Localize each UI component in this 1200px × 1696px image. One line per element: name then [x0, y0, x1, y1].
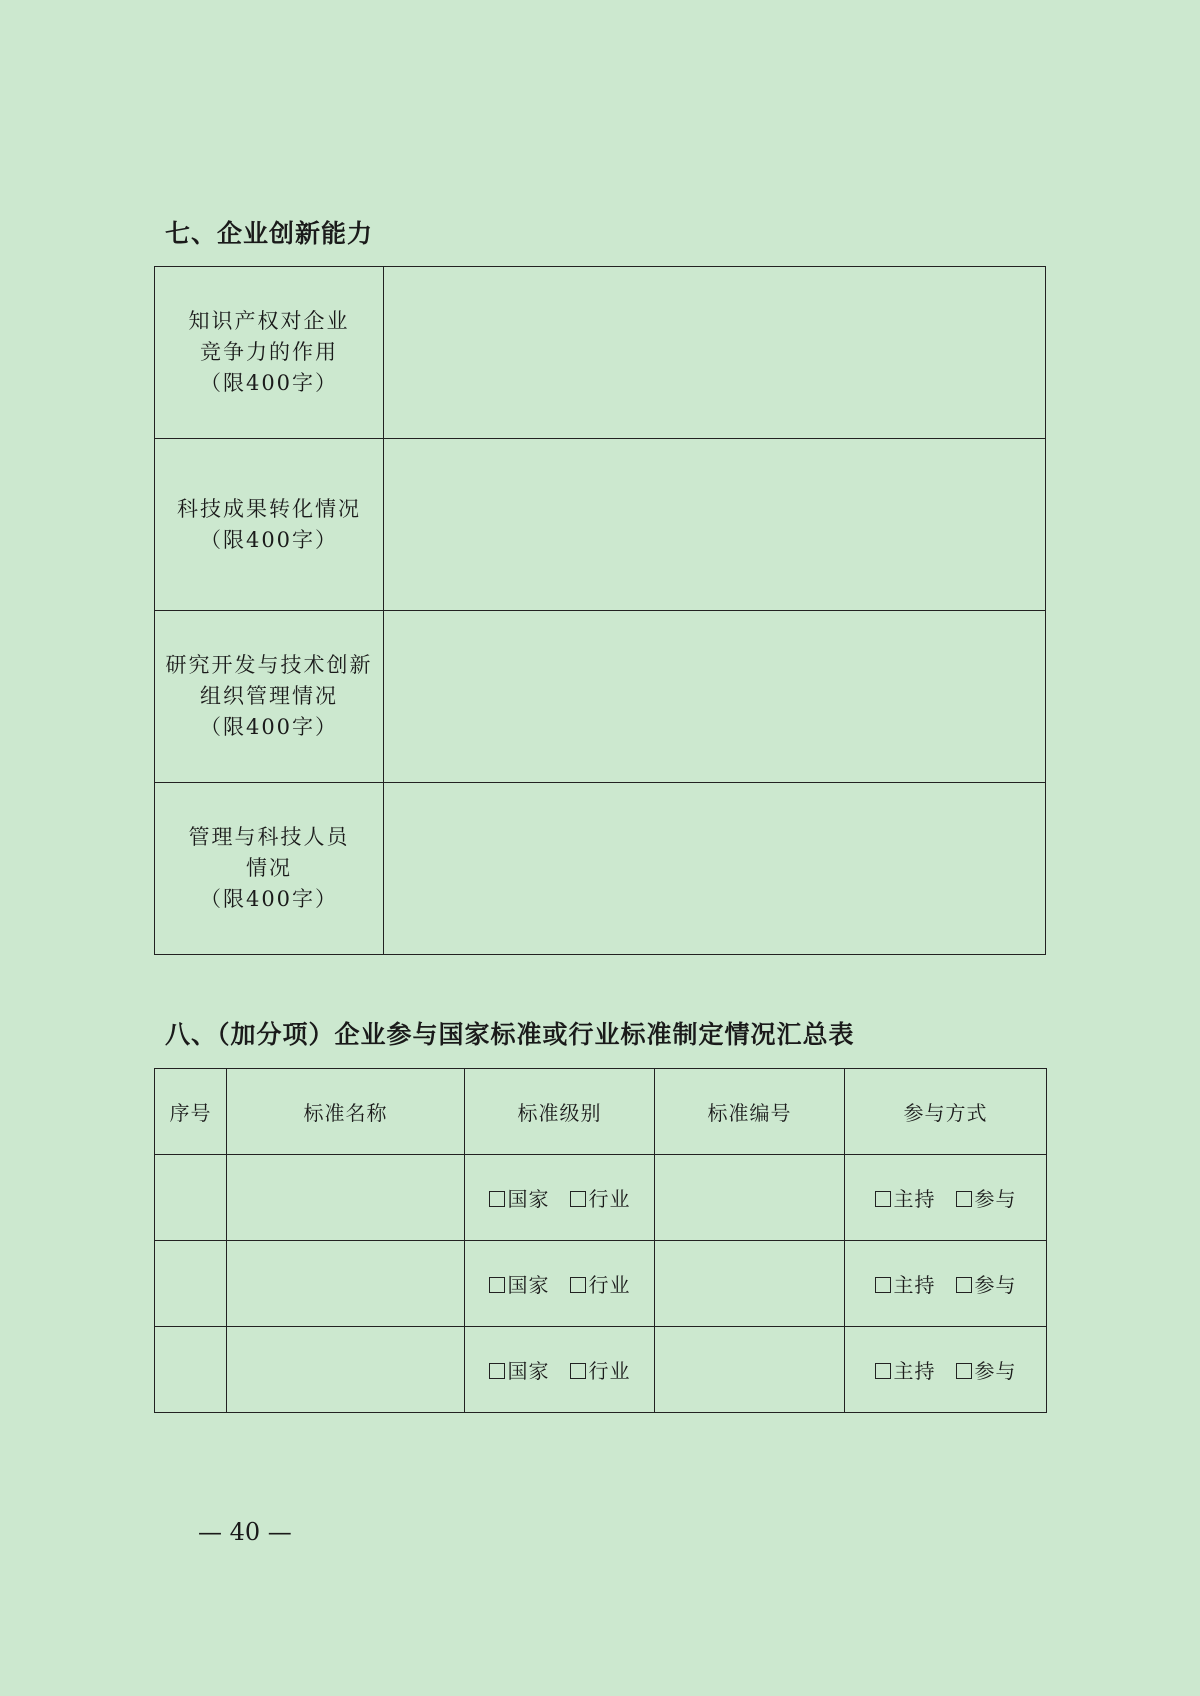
level-cell [465, 1241, 655, 1327]
checkbox-lead[interactable] [875, 1355, 936, 1384]
checkbox-icon [875, 1277, 891, 1293]
name-cell[interactable] [227, 1241, 465, 1327]
row-label-staff [155, 783, 384, 955]
header-mode: 参与方式 [845, 1069, 1047, 1155]
content-cell-ip[interactable] [384, 267, 1046, 439]
checkbox-lead[interactable] [875, 1183, 936, 1212]
checkbox-label: 主持 [893, 1187, 936, 1211]
checkbox-label: 主持 [893, 1359, 936, 1383]
header-name: 标准名称 [227, 1069, 465, 1155]
label-line: 管理与科技人员 [188, 825, 350, 849]
checkbox-lead[interactable] [875, 1269, 936, 1298]
level-cell [465, 1155, 655, 1241]
seq-cell[interactable] [155, 1241, 227, 1327]
checkbox-label: 国家 [507, 1359, 550, 1383]
section-7-title: 七、企业创新能力 [165, 219, 374, 248]
mode-cell [845, 1155, 1047, 1241]
header-level: 标准级别 [465, 1069, 655, 1155]
checkbox-national[interactable] [489, 1269, 550, 1298]
checkbox-icon [489, 1277, 505, 1293]
checkbox-icon [956, 1277, 972, 1293]
checkbox-label: 行业 [588, 1359, 631, 1383]
label-line: 科技成果转化情况 [177, 496, 361, 521]
checkbox-icon [956, 1191, 972, 1207]
mode-cell [845, 1241, 1047, 1327]
content-cell-staff[interactable] [384, 783, 1046, 955]
checkbox-label: 行业 [588, 1273, 631, 1297]
checkbox-icon [489, 1191, 505, 1207]
checkbox-industry[interactable] [570, 1183, 631, 1212]
checkbox-industry[interactable] [570, 1269, 631, 1298]
row-label-ip [155, 267, 384, 439]
checkbox-label: 行业 [588, 1187, 631, 1211]
label-line: （限400字） [199, 371, 339, 395]
name-cell[interactable] [227, 1155, 465, 1241]
checkbox-label: 国家 [507, 1273, 550, 1297]
mode-cell [845, 1327, 1047, 1413]
name-cell[interactable] [227, 1327, 465, 1413]
checkbox-national[interactable] [489, 1355, 550, 1384]
table-row [155, 267, 1046, 439]
header-number: 标准编号 [655, 1069, 845, 1155]
label-line: 情况 [246, 856, 292, 880]
seq-cell[interactable] [155, 1327, 227, 1413]
checkbox-icon [489, 1363, 505, 1379]
standards-summary-table [154, 1068, 1047, 1413]
checkbox-label: 参与 [974, 1273, 1017, 1297]
table-row [155, 611, 1046, 783]
checkbox-industry[interactable] [570, 1355, 631, 1384]
label-line: 研究开发与技术创新 [165, 653, 373, 677]
page-number: — 40 — [198, 1518, 292, 1546]
checkbox-label: 国家 [507, 1187, 550, 1211]
label-line: 组织管理情况 [200, 684, 338, 708]
checkbox-label: 主持 [893, 1273, 936, 1297]
checkbox-icon [956, 1363, 972, 1379]
label-line: 知识产权对企业 [188, 309, 350, 333]
checkbox-icon [875, 1363, 891, 1379]
label-line: 竞争力的作用 [200, 340, 338, 364]
checkbox-icon [570, 1363, 586, 1379]
checkbox-participate[interactable] [956, 1183, 1017, 1212]
seq-cell[interactable] [155, 1155, 227, 1241]
label-line: （限400字） [199, 527, 339, 552]
section-8-title: 八、（加分项）企业参与国家标准或行业标准制定情况汇总表 [165, 1020, 855, 1049]
table-row [155, 1327, 1047, 1413]
checkbox-national[interactable] [489, 1183, 550, 1212]
label-line: （限400字） [199, 887, 339, 911]
label-line: （限400字） [199, 715, 339, 739]
header-row [155, 1069, 1047, 1155]
table-row [155, 1241, 1047, 1327]
checkbox-label: 参与 [974, 1187, 1017, 1211]
number-cell[interactable] [655, 1327, 845, 1413]
checkbox-participate[interactable] [956, 1269, 1017, 1298]
number-cell[interactable] [655, 1241, 845, 1327]
checkbox-icon [875, 1191, 891, 1207]
checkbox-label: 参与 [974, 1359, 1017, 1383]
row-label-rd-management [155, 611, 384, 783]
header-seq: 序号 [155, 1069, 227, 1155]
number-cell[interactable] [655, 1155, 845, 1241]
content-cell-rd-management[interactable] [384, 611, 1046, 783]
checkbox-participate[interactable] [956, 1355, 1017, 1384]
level-cell [465, 1327, 655, 1413]
checkbox-icon [570, 1277, 586, 1293]
row-label-tech-transfer [155, 439, 384, 611]
table-row [155, 1155, 1047, 1241]
innovation-capability-table [154, 266, 1046, 955]
table-row [155, 783, 1046, 955]
table-row [155, 439, 1046, 611]
content-cell-tech-transfer[interactable] [384, 439, 1046, 611]
checkbox-icon [570, 1191, 586, 1207]
